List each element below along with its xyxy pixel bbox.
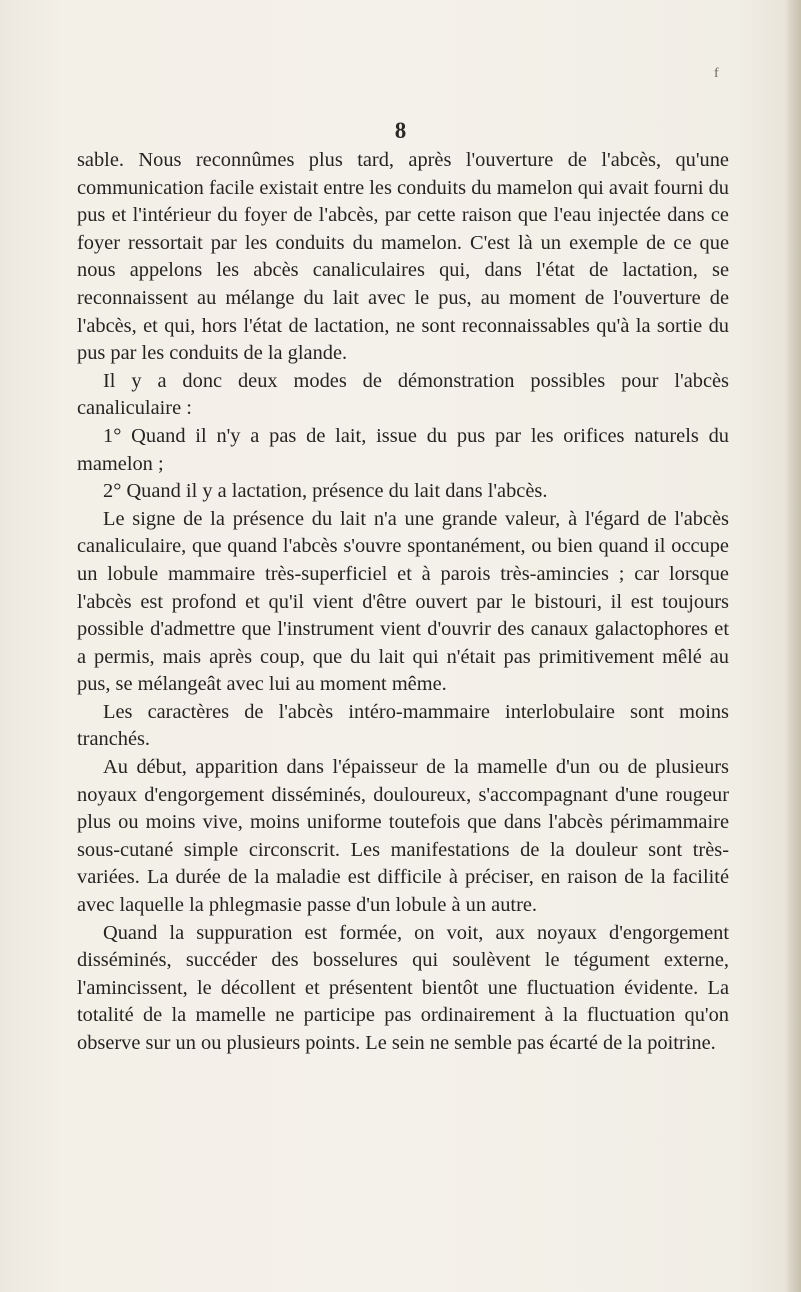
- corner-mark: f: [714, 66, 719, 81]
- body-text: [77, 147, 729, 1058]
- paragraph-6: Les caractères de l'abcès intéro-mammaire interlobulaire sont moins tranchés.: [77, 700, 729, 751]
- paragraph-2: Il y a donc deux modes de démonstration possibles pour l'abcès canaliculaire :: [77, 369, 729, 420]
- paragraph-7: Au début, apparition dans l'épaisseur de la mamelle d'un ou de plusieurs noyaux d'engorgement disséminés, douloureux, s'accompagnant d'une rougeur plus ou moins vive, moins uniforme toutefois que dans l'abcès périmammaire sous-cutané simple circonscrit. Les manifestations de la douleur sont très-variées. La durée de la maladie est difficile à préciser, en raison de la facilité avec laquelle la phlegmasie passe d'un lobule à un autre.: [77, 756, 729, 917]
- paragraph-5: Le signe de la présence du lait n'a une grande valeur, à l'égard de l'abcès canaliculaire, que quand l'abcès s'ouvre spontanément, ou bien quand il occupe un lobule mammaire très-superficiel et à parois très-amincies ; car lorsque l'abcès est profond et qu'il vient d'être ouvert par le bistouri, il est toujours possible d'admettre que l'instrument vient d'ouvrir des canaux galactophores et a permis, mais après coup, que du lait qui n'était pas primitivement mêlé au pus, se mélangeât avec lui au moment même.: [77, 507, 729, 696]
- paragraph-8: Quand la suppuration est formée, on voit, aux noyaux d'engorgement disséminés, succéder des bosselures qui soulèvent le tégument externe, l'amincissent, le décollent et présentent bientôt une fluctuation évidente. La totalité de la mamelle ne participe pas ordinairement à la fluctuation qu'on observe sur un ou plusieurs points. Le sein ne semble pas écarté de la poitrine.: [77, 921, 729, 1054]
- page-edge-shadow: [785, 0, 801, 1292]
- paragraph-4: 2° Quand il y a lactation, présence du lait dans l'abcès.: [103, 480, 548, 503]
- paragraph-1: sable. Nous reconnûmes plus tard, après l'ouverture de l'abcès, qu'une communication facile existait entre les conduits du mamelon qui avait fourni du pus et l'intérieur du foyer de l'abcès, par cette raison que l'eau injectée dans ce foyer ressortait par les conduits du mamelon. C'est là un exemple de ce que nous appelons les abcès canaliculaires qui, dans l'état de lactation, se reconnaissent au mélange du lait avec le pus, au moment de l'ouverture de l'abcès, et qui, hors l'état de lactation, ne sont reconnaissables qu'à la sortie du pus par les conduits de la glande.: [77, 149, 729, 365]
- paragraph-3: 1° Quand il n'y a pas de lait, issue du pus par les orifices naturels du mamelon ;: [77, 424, 729, 475]
- page-number: 8: [394, 118, 407, 143]
